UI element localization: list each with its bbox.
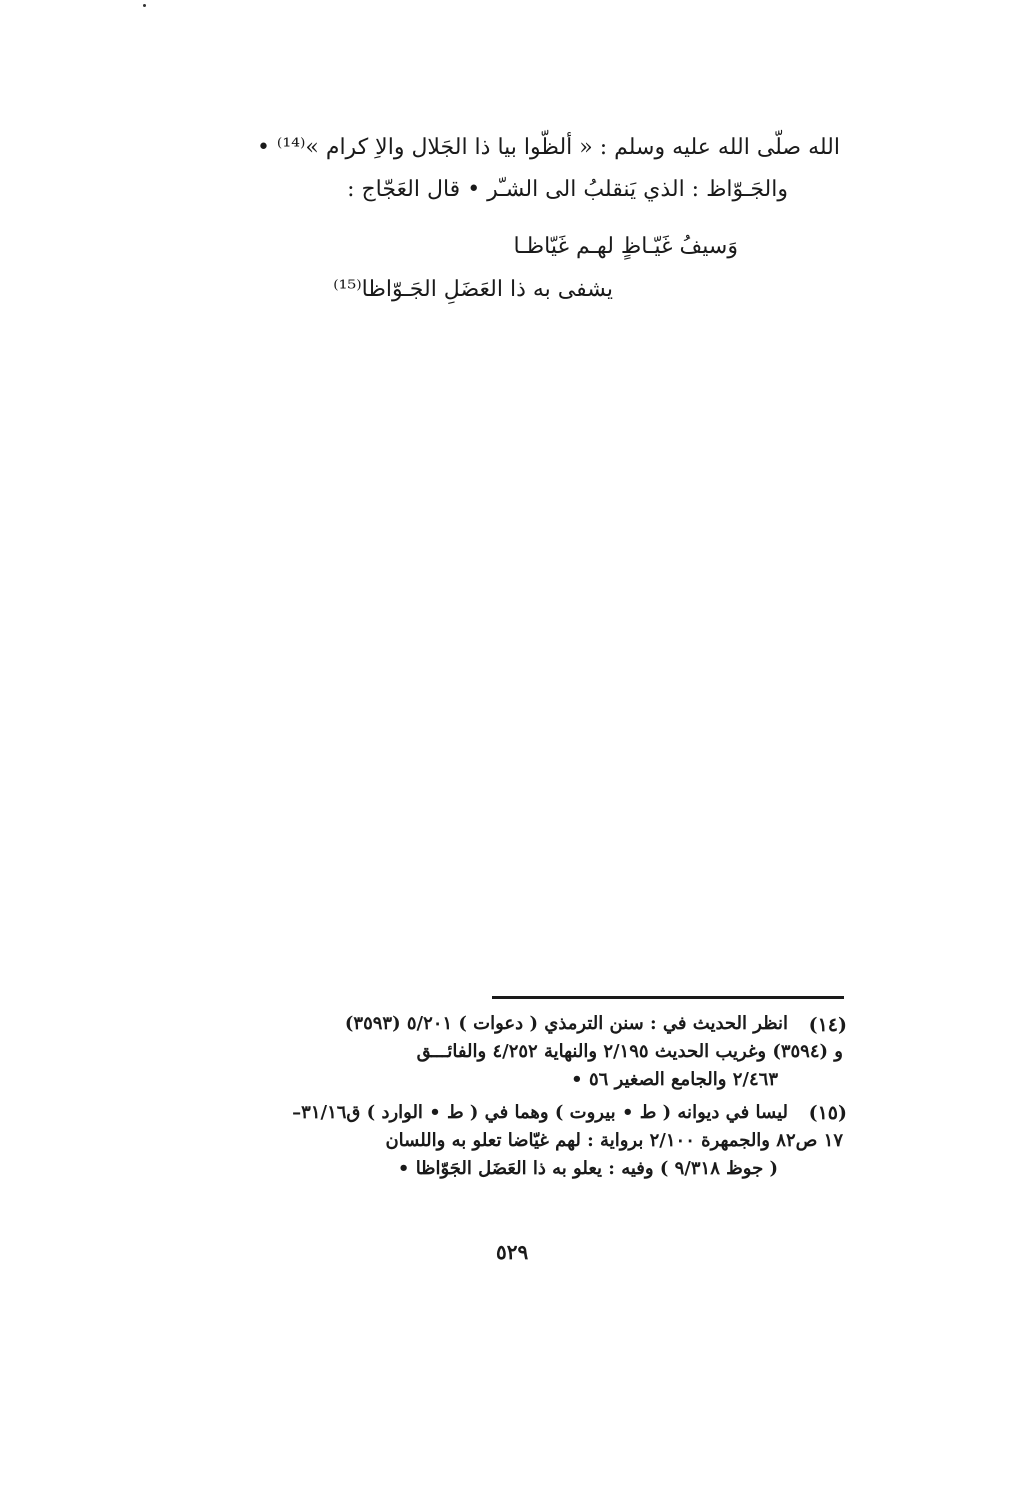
verse-line-2: يشفى به ذا العَضَلِ الجَـوّاظا⁽¹⁵⁾ <box>333 277 613 302</box>
footnote-15-line-2: ١٧ ص٨٢ والجمهرة ٢/١٠٠ برواية : لهم غيّاضا تعلو به واللسان <box>385 1130 843 1151</box>
footnote-14-line-1: انظر الحديث في : سنن الترمذي ( دعوات ) ٥/٢٠١ (٣٥٩٣) <box>344 1013 788 1034</box>
body-text-line-1: الله صلّى الله عليه وسلم : « ألظّوا بيا ذا الجَلال والاِ كرام »⁽¹⁴⁾ • <box>256 135 840 160</box>
page-number: ٥٢٩ <box>496 1240 529 1264</box>
scan-speck <box>143 4 146 7</box>
footnote-15-line-1: ليسا في ديوانه ( ط • بيروت ) وهما في ( ط • الوارد ) ق٣١/١٦– <box>292 1102 788 1123</box>
footnote-14-number: (١٤) <box>808 1014 847 1036</box>
footnote-separator <box>492 996 844 999</box>
footnote-15-line-3: ( جوظ ٩/٣١٨ ) وفيه : يعلو به ذا العَضَل الجَوّاظا • <box>397 1158 778 1179</box>
footnote-14-line-3: ٢/٤٦٣ والجامع الصغير ٥٦ • <box>571 1069 778 1090</box>
footnote-15-number: (١٥) <box>808 1102 847 1124</box>
footnote-14-line-2: و (٣٥٩٤) وغريب الحديث ٢/١٩٥ والنهاية ٤/٢٥٢ والفائـــق <box>416 1041 843 1062</box>
body-text-line-2: والجَـوّاظ : الذي يَنقلبُ الى الشـّر • قال العَجّاج : <box>347 177 788 202</box>
verse-line-1: وَسيفُ غَيّـاظٍ لهـم غَيّاظـا <box>513 234 738 259</box>
